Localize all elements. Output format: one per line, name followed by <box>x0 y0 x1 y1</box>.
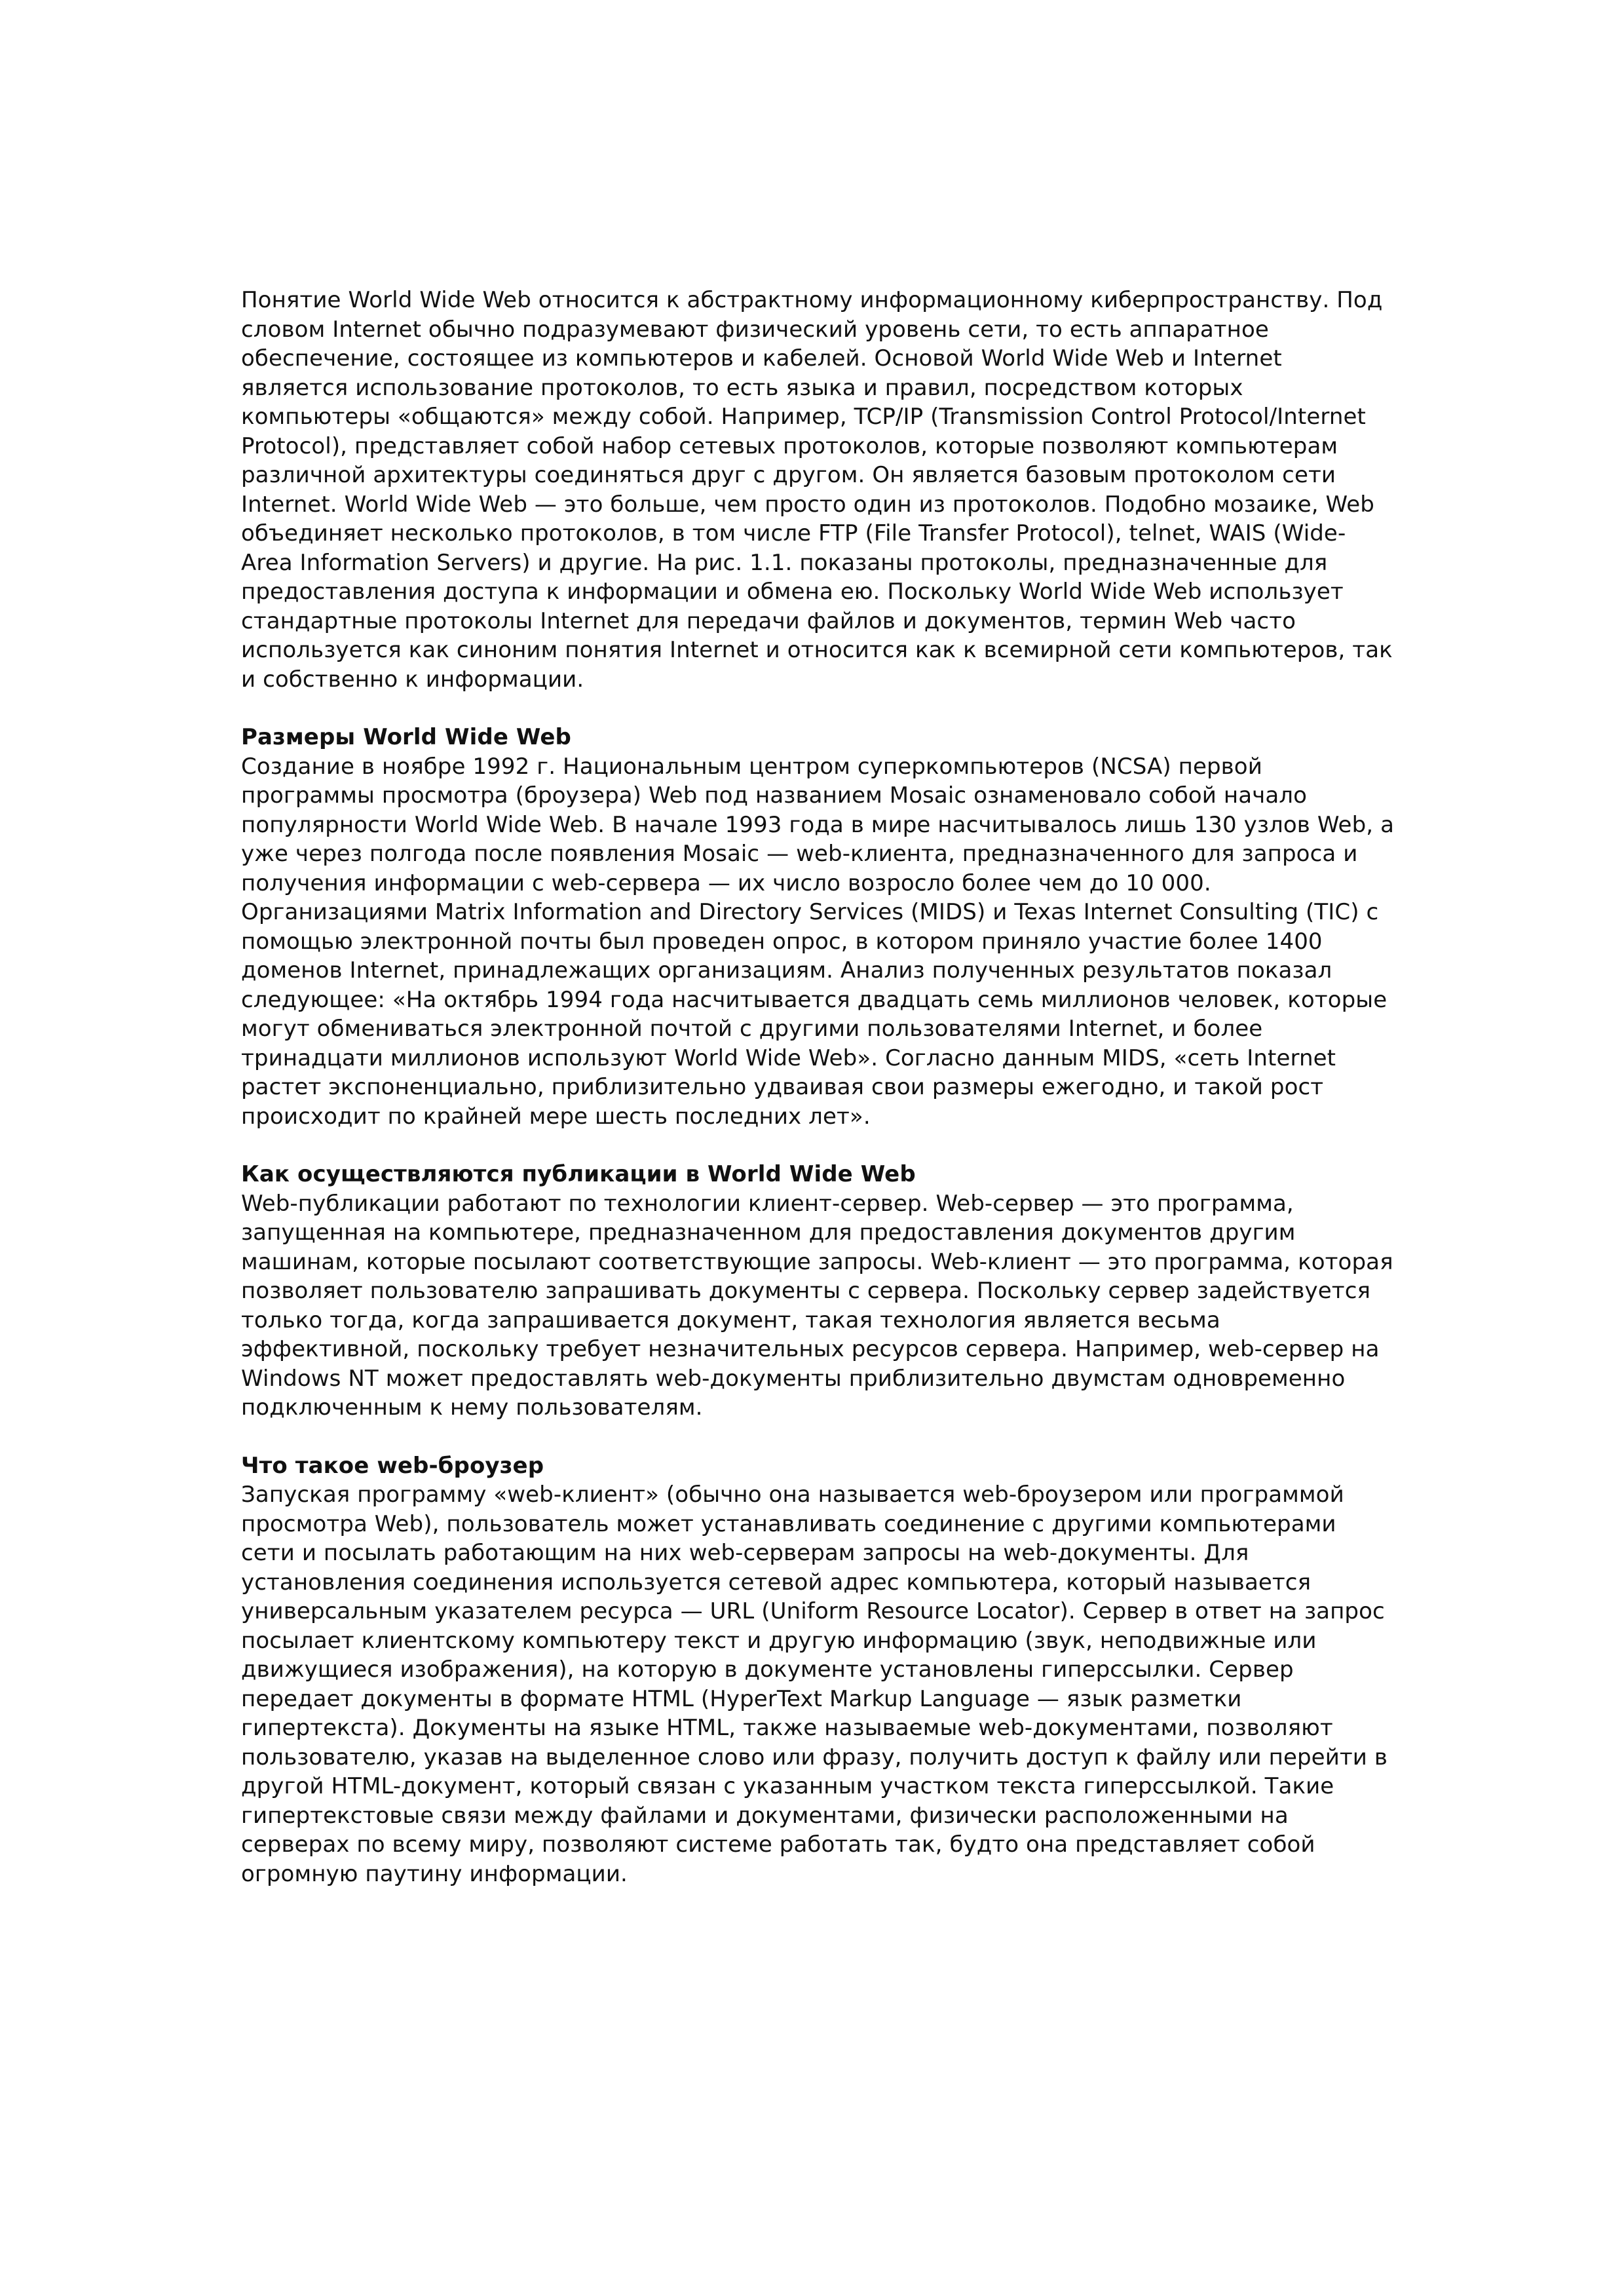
document-page <box>241 286 1394 1917</box>
section-heading: Размеры World Wide Web <box>241 724 571 750</box>
section-www-publishing <box>241 1160 1394 1423</box>
section-www-size <box>241 723 1394 1131</box>
section-paragraph: Запуская программу «web-клиент» (обычно она называется web-броузером или программой просмотра Web), пользователь может устанавливать соединение с другими компьютерами сети и посылать работающим на них web-серверам запросы на web-документы. Для установления соединения используется сетевой адрес компьютера, который называется универсальным указателем ресурса — URL (Uniform Resource Locator). Сервер в ответ на запрос посылает клиентскому компьютеру текст и другую информацию (звук, неподвижные или движущиеся изображения), на которую в документе установлены гиперссылки. Сервер передает документы в формате HTML (HyperText Markup Language — язык разметки гипертекста). Документы на языке HTML, также называемые web-документами, позволяют пользователю, указав на выделенное слово или фразу, получить доступ к файлу или перейти в другой HTML-документ, который связан с указанным участком текста гиперссылкой. Такие гипертекстовые связи между файлами и документами, физически расположенными на серверах по всему миру, позволяют системе работать так, будто она представляет собой огромную паутину информации. <box>241 1482 1388 1887</box>
intro-section <box>241 286 1394 694</box>
section-heading: Как осуществляются публикации в World Wide Web <box>241 1161 916 1187</box>
intro-paragraph: Понятие World Wide Web относится к абстрактному информационному киберпространству. Под словом Internet обычно подразумевают физический уровень сети, то есть аппаратное обеспечение, состоящее из компьютеров и кабелей. Основой World Wide Web и Internet является использование протоколов, то есть языка и правил, посредством которых компьютеры «общаются» между собой. Например, TCP/IP (Transmission Control Protocol/Internet Protocol), представляет собой набор сетевых протоколов, которые позволяют компьютерам различной архитектуры соединяться друг с другом. Он является базовым протоколом сети Internet. World Wide Web — это больше, чем просто один из протоколов. Подобно мозаике, Web объединяет несколько протоколов, в том числе FTP (File Transfer Protocol), telnet, WAIS (Wide-Area Information Servers) и другие. На рис. 1.1. показаны протоколы, предназначенные для предоставления доступа к информации и обмена ею. Поскольку World Wide Web использует стандартные протоколы Internet для передачи файлов и документов, термин Web часто используется как синоним понятия Internet и относится как к всемирной сети компьютеров, так и собственно к информации. <box>241 287 1393 693</box>
section-web-browser <box>241 1451 1394 1889</box>
section-paragraph: Web-публикации работают по технологии клиент-сервер. Web-сервер — это программа, запущенная на компьютере, предназначенном для предоставления документов другим машинам, которые посылают соответствующие запросы. Web-клиент — это программа, которая позволяет пользователю запрашивать документы с сервера. Поскольку сервер задействуется только тогда, когда запрашивается документ, такая технология является весьма эффективной, поскольку требует незначительных ресурсов сервера. Например, web-сервер на Windows NT может предоставлять web-документы приблизительно двумстам одновременно подключенным к нему пользователям. <box>241 1190 1393 1421</box>
section-paragraph: Создание в ноябре 1992 г. Национальным центром суперкомпьютеров (NCSA) первой программы просмотра (броузера) Web под названием Mosaic ознаменовало собой начало популярности World Wide Web. В начале 1993 года в мире насчитывалось лишь 130 узлов Web, а уже через полгода после появления Mosaic — web-клиента, предназначенного для запроса и получения информации с web-сервера — их число возросло более чем до 10 000. Организациями Matrix Information and Directory Services (MIDS) и Texas Internet Consulting (TIC) с помощью электронной почты был проведен опрос, в котором приняло участие более 1400 доменов Internet, принадлежащих организациям. Анализ полученных результатов показал следующее: «На октябрь 1994 года насчитывается двадцать семь миллионов человек, которые могут обмениваться электронной почтой с другими пользователями Internet, и более тринадцати миллионов используют World Wide Web». Согласно данным MIDS, «сеть Internet растет экспоненциально, приблизительно удваивая свои размеры ежегодно, и такой рост происходит по крайней мере шесть последних лет». <box>241 753 1394 1130</box>
section-heading: Что такое web-броузер <box>241 1452 544 1479</box>
